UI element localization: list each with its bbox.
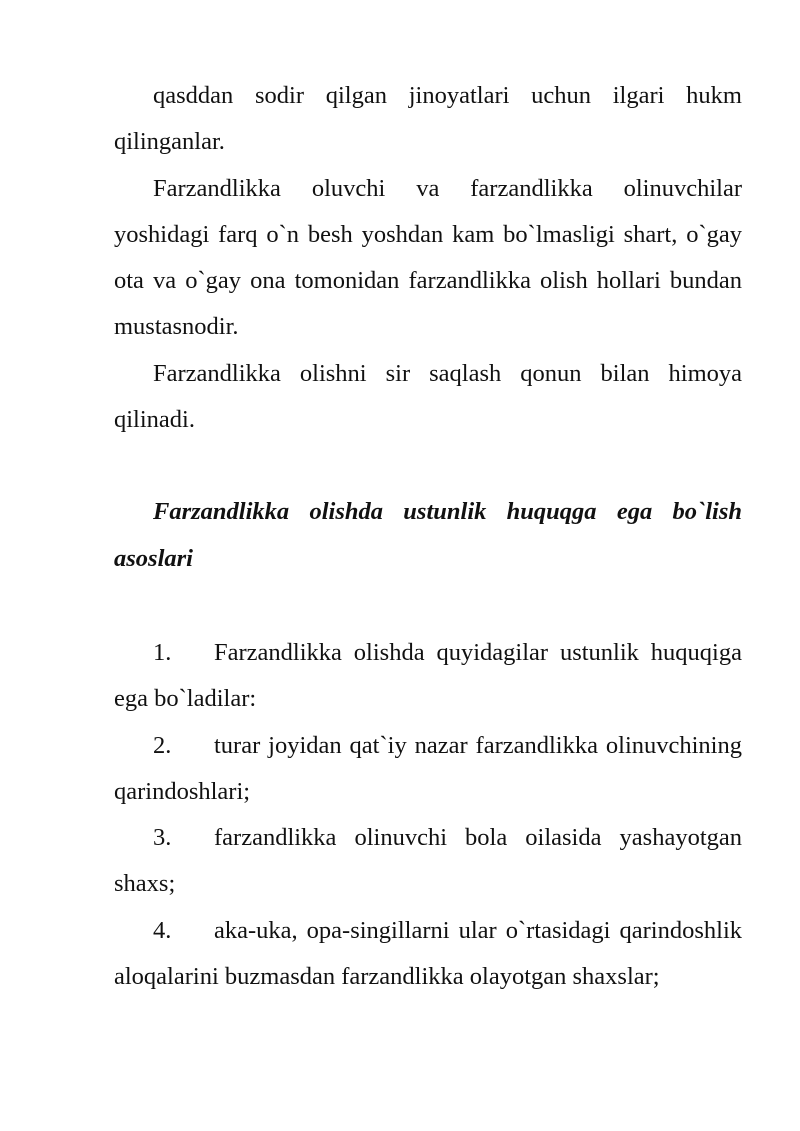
list-item-text: turar joyidan qat`iy nazar farzandlikka olinuvchining qarindoshlari; [114,731,742,805]
list-item [114,723,742,816]
list-item-text: Farzandlikka olishda quyidagilar ustunlik huquqiga ega bo`ladilar: [114,638,742,713]
spacer [114,443,742,489]
list-item-number: 1. [153,638,172,666]
list-item-text: farzandlikka olinuvchi bola oilasida yashayotgan shaxs; [114,824,742,898]
list-item-text: aka-uka, opa-singillarni ular o`rtasidagi qarindoshlik aloqalarini buzmasdan farzandlikka olayotgan shaxslar; [114,916,742,991]
list-item-number: 2. [153,731,172,759]
paragraph-continuation: qasddan sodir qilgan jinoyatlari uchun ilgari hukm qilinganlar. [114,82,742,156]
list-item [114,630,742,723]
list-item [114,908,742,1001]
paragraph-age-difference: Farzandlikka oluvchi va farzandlikka olinuvchilar yoshidagi farq o`n besh yoshdan kam bo`lmasligi shart, o`gay ota va o`gay ona tomonidan farzandlikka olish hollari bundan mustasnodir. [114,174,742,341]
list-item [114,815,742,908]
section-heading: Farzandlikka olishda ustunlik huquqga ega bo`lish asoslari [114,498,742,572]
list-item-number: 3. [153,824,172,852]
document-page [114,73,742,1000]
spacer [114,582,742,630]
list-item-number: 4. [153,916,172,944]
paragraph-secrecy: Farzandlikka olishni sir saqlash qonun bilan himoya qilinadi. [114,359,742,434]
